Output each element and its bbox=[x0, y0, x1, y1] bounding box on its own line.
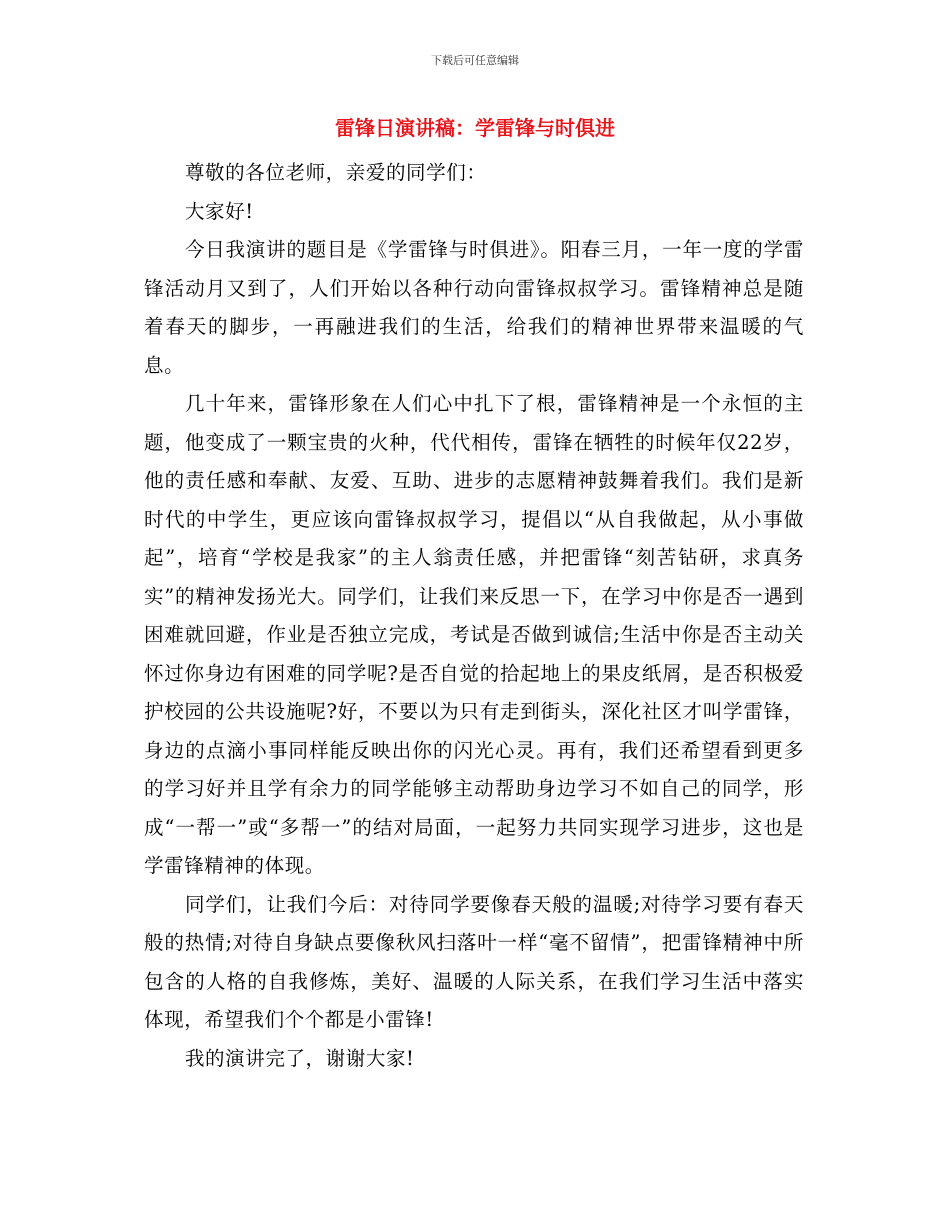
paragraph-closing: 我的演讲完了，谢谢大家! bbox=[184, 1046, 415, 1070]
paragraph-greeting: 大家好! bbox=[184, 199, 254, 223]
header-note: 下载后可任意编辑 bbox=[431, 54, 519, 67]
document-body bbox=[144, 154, 804, 1078]
paragraph-main: 几十年来，雷锋形象在人们心中扎下了根，雷锋精神是一个永恒的主题，他变成了一颗宝贵的火种，代代相传，雷锋在牺牲的时候年仅22岁，他的责任感和奉献、友爱、互助、进步的志愿精神鼓舞着我们。我们是新时代的中学生，更应该向雷锋叔叔学习，提倡以“从自我做起，从小事做起”，培育“学校是我家”的主人翁责任感，并把雷锋“刻苦钻研，求真务实”的精神发扬光大。同学们，让我们来反思一下，在学习中你是否一遇到困难就回避，作业是否独立完成，考试是否做到诚信;生活中你是否主动关怀过你身边有困难的同学呢?是否自觉的拾起地上的果皮纸屑，是否积极爱护校园的公共设施呢?好，不要以为只有走到街头，深化社区才叫学雷锋，身边的点滴小事同样能反映出你的闪光心灵。再有，我们还希望看到更多的学习好并且学有余力的同学能够主动帮助身边学习不如自己的同学，形成“一帮一”或“多帮一”的结对局面，一起努力共同实现学习进步，这也是学雷锋精神的体现。 bbox=[144, 392, 804, 877]
paragraph-salutation: 尊敬的各位老师，亲爱的同学们： bbox=[184, 161, 487, 184]
document-title: 雷锋日演讲稿：学雷锋与时俱进 bbox=[335, 116, 615, 140]
paragraph-intro: 今日我演讲的题目是《学雷锋与时俱进》。阳春三月，一年一度的学雷锋活动月又到了，人们开始以各种行动向雷锋叔叔学习。雷锋精神总是随着春天的脚步，一再融进我们的生活，给我们的精神世界带来温暖的气息。 bbox=[144, 238, 804, 377]
paragraph-appeal: 同学们，让我们今后：对待同学要像春天般的温暖;对待学习要有春天般的热情;对待自身缺点要像秋风扫落叶一样“毫不留情”，把雷锋精神中所包含的人格的自我修炼，美好、温暖的人际关系，在我们学习生活中落实体现，希望我们个个都是小雷锋! bbox=[144, 892, 804, 1031]
